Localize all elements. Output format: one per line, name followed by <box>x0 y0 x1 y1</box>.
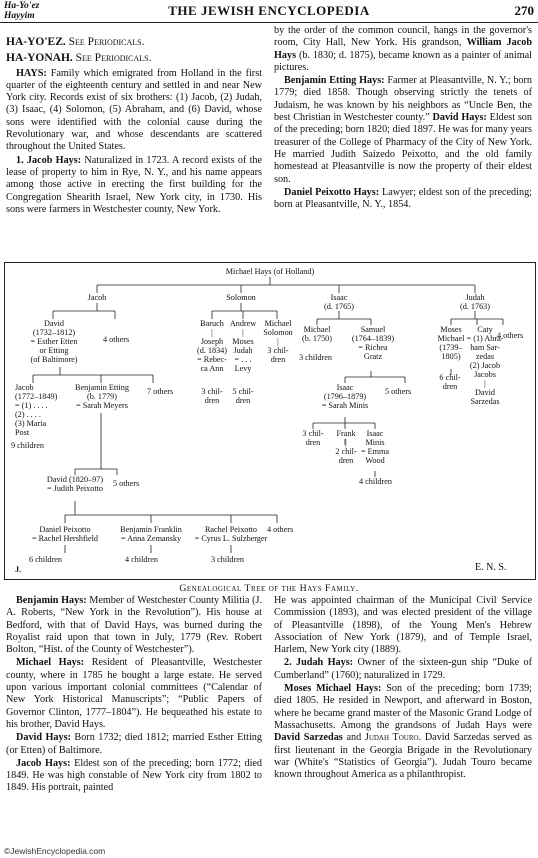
tree-node-rachel-peixotto: Rachel Peixotto = Cyrus L. Sulzberger <box>194 525 268 543</box>
tree-node-daniel-peixotto: Daniel Peixotto = Rachel Hershfield <box>32 525 98 543</box>
tree-node-jacob: Jacob <box>87 293 107 302</box>
article-paragraph: HAYS: Family which emigrated from Holland in the first quarter of the eighteenth century and settled in and near New York city. Records exist of six brothers: (1) Jacob, (2) Judah, (3) Isaac, (4) Solomon, (5) Abraham, and (6) David, whose sons were identified with the colonial cause during the Revolutionary war, and whose descendants are scattered throughout the United States. <box>6 67 262 153</box>
figure-caption: Genealogical Tree of the Hays Family. <box>179 583 359 594</box>
article-paragraph: 2. Judah Hays: Owner of the sixteen-gun ship “Duke of Cumberland” (1760); naturalized in 1729. <box>274 657 532 681</box>
tree-node-children: 3 children <box>211 555 244 564</box>
article-paragraph: Moses Michael Hays: Son of the preceding; born 1739; died 1805. He resided in Newport, and afterward in Boston, where he became grand master of the Masonic Grand Lodge of Massachusetts. Among the grandsons of Judah Hays were David Sarzedas and Judah Touro. David Sarzedas served as first lieutenant in the Georgia Brigade in the Revolutionary war (White's “Statistics of Georgia”). Judah Touro became known throughout America as a philanthropist. <box>274 683 533 781</box>
tree-node-david-1732: David (1732–1812) = Esther Etten or Etting (of Baltimore) <box>30 319 78 364</box>
article-paragraph: He was appointed chairman of the Municipal Civil Service Commission (1893), and was elected president of the village of Pleasantville (1898), of the Young Men's Hebrew Association of New York (1879), and of Temple Israel, Harlem, New York city (1889). <box>274 595 532 656</box>
tree-node-children: 9 children <box>11 441 44 450</box>
tree-node-benjamin-franklin: Benjamin Franklin = Anna Zemansky <box>120 525 182 543</box>
running-head-last: Hayyim <box>4 11 35 21</box>
tree-node-samuel: Samuel (1764–1839) = Richea Gratz <box>351 325 395 361</box>
running-head-first: Ha-Yo'ez <box>4 1 40 11</box>
tree-node-children: 3 chil- dren <box>302 429 324 447</box>
tree-node-isaac: Isaac (d. 1765) <box>323 293 354 311</box>
tree-node-andrew: Andrew | Moses Judah = . . . Levy <box>229 319 257 373</box>
tree-node-others: 4 others <box>497 331 524 340</box>
text-column-bottom-left <box>6 595 262 796</box>
tree-node-judah: Judah (d. 1763) <box>459 293 490 311</box>
tree-node-children: 4 children <box>359 477 392 486</box>
tree-node-david-1820: David (1820–97) = Judith Peixotto <box>46 475 104 493</box>
article-paragraph: 1. Jacob Hays: Naturalized in 1723. A record exists of the lease of property to him in Rye, N. Y., and his name appears among those active in erecting the first building for the Congregation Shearith Israel, New York city, in 1730. His sons were farmers in Westchester county, New York. <box>6 154 263 215</box>
article-paragraph: Jacob Hays: Eldest son of the preceding; born 1772; died 1849. He was high constable of New York city from 1802 to 1849. His portrait, painted <box>6 757 263 794</box>
tree-node-others: 5 others <box>113 479 140 488</box>
tree-node-solomon: Solomon <box>226 293 256 302</box>
page-header <box>0 0 538 23</box>
tree-node-children: 4 children <box>125 555 158 564</box>
text-column-bottom-right <box>274 595 532 782</box>
article-paragraph: by the order of the common council, hangs in the governor's room, City Hall, New York. His grandson, William Jacob Hays (b. 1830; d. 1875), became known as a painter of animal pictures. <box>274 25 533 73</box>
signature-left: J. <box>15 565 22 574</box>
cross-reference: HA-YONAH. See Periodicals. <box>6 52 152 65</box>
tree-node-michael-1750: Michael (b. 1750) <box>301 325 332 343</box>
text-column-top-left <box>6 32 262 217</box>
tree-node-others: 7 others <box>147 387 174 396</box>
tree-node-moses-michael: Moses Michael (1739– 1805) <box>437 325 465 361</box>
tree-node-frank: Frank | 2 chil- dren <box>335 429 357 465</box>
tree-node-others: 5 others <box>385 387 412 396</box>
tree-node-isaac-1796: Isaac (1796–1879) = Sarah Minis <box>321 383 369 410</box>
tree-node-benjamin-etting: Benjamin Etting (b. 1779) = Sarah Meyers <box>75 383 129 410</box>
tree-node-caty: Caty = (1) Abra- ham Sar- zedas (2) Jacob Jacobs | David Sarzedas <box>466 325 504 406</box>
genealogical-tree <box>4 262 536 580</box>
text-column-top-right <box>274 25 532 212</box>
tree-node-root: Michael Hays (of Holland) <box>225 267 315 276</box>
tree-node-others: 4 others <box>267 525 294 534</box>
tree-node-children: 3 children <box>299 353 332 362</box>
tree-node-children: 6 chil- dren <box>439 373 461 391</box>
signature-right: E. N. S. <box>475 562 507 573</box>
page-title: THE JEWISH ENCYCLOPEDIA <box>168 3 370 18</box>
tree-node-baruch: Baruch | Joseph (d. 1834) = Rebec- ca Ann <box>196 319 227 373</box>
tree-node-children: 5 chil- dren <box>232 387 254 405</box>
article-paragraph: Daniel Peixotto Hays: Lawyer; eldest son of the preceding; born at Pleasantville, N. Y., 1854. <box>274 186 532 211</box>
article-paragraph: David Hays: Born 1732; died 1812; married Esther Etting (or Etten) of Baltimore. <box>6 732 262 756</box>
copyright-footer: ©JewishEncyclopedia.com <box>4 846 106 856</box>
article-paragraph: Michael Hays: Resident of Pleasantville, Westchester county, where in 1785 he bought a large estate. He served upon various important colonial committees (“Calendar of New York Historical Manuscripts”; “Public Papers of Governor Clinton, 1777–1804”). He bequeathed his estate to his brother, David Hays. <box>6 657 262 730</box>
tree-node-children: 3 chil- dren <box>201 387 223 405</box>
tree-node-others: 4 others <box>103 335 130 344</box>
cross-reference: HA-YO'EZ. See Periodicals. <box>6 36 145 48</box>
tree-node-michael-solomon: Michael Solomon | 3 chil- dren <box>263 319 293 364</box>
page-number: 270 <box>514 3 534 18</box>
article-paragraph: Benjamin Etting Hays: Farmer at Pleasantville, N. Y.; born 1779; died 1858. Though observing strictly the tenets of Judaism, he was known by his neighbors as “Uncle Ben, the best Christian in Westchester county.” David Hays: Eldest son of the preceding; born 1820; died 1897. He was for many years treasurer of the College of Pharmacy of the City of New York. He married Judith Saizedo Peixotto, and the old family homestead at Pleasantville is now the property of their eldest son. <box>274 75 533 185</box>
tree-node-isaac-minis: Isaac Minis = Emma Wood <box>360 429 390 465</box>
tree-node-jacob-1772: Jacob (1772–1849) = (1) . . . . (2) . . . . (3) Maria Post <box>15 383 58 437</box>
article-paragraph: Benjamin Hays: Member of Westchester County Militia (J. A. Roberts, “New York in the Revolution”). His house at Bedford, with that of David Hays, was burned during the Royalist raid upon that town in July, 1779 (Rev. Robert Bolton, “Hist. of the County of Westchester”). <box>6 595 263 656</box>
tree-node-children: 6 children <box>29 555 62 564</box>
